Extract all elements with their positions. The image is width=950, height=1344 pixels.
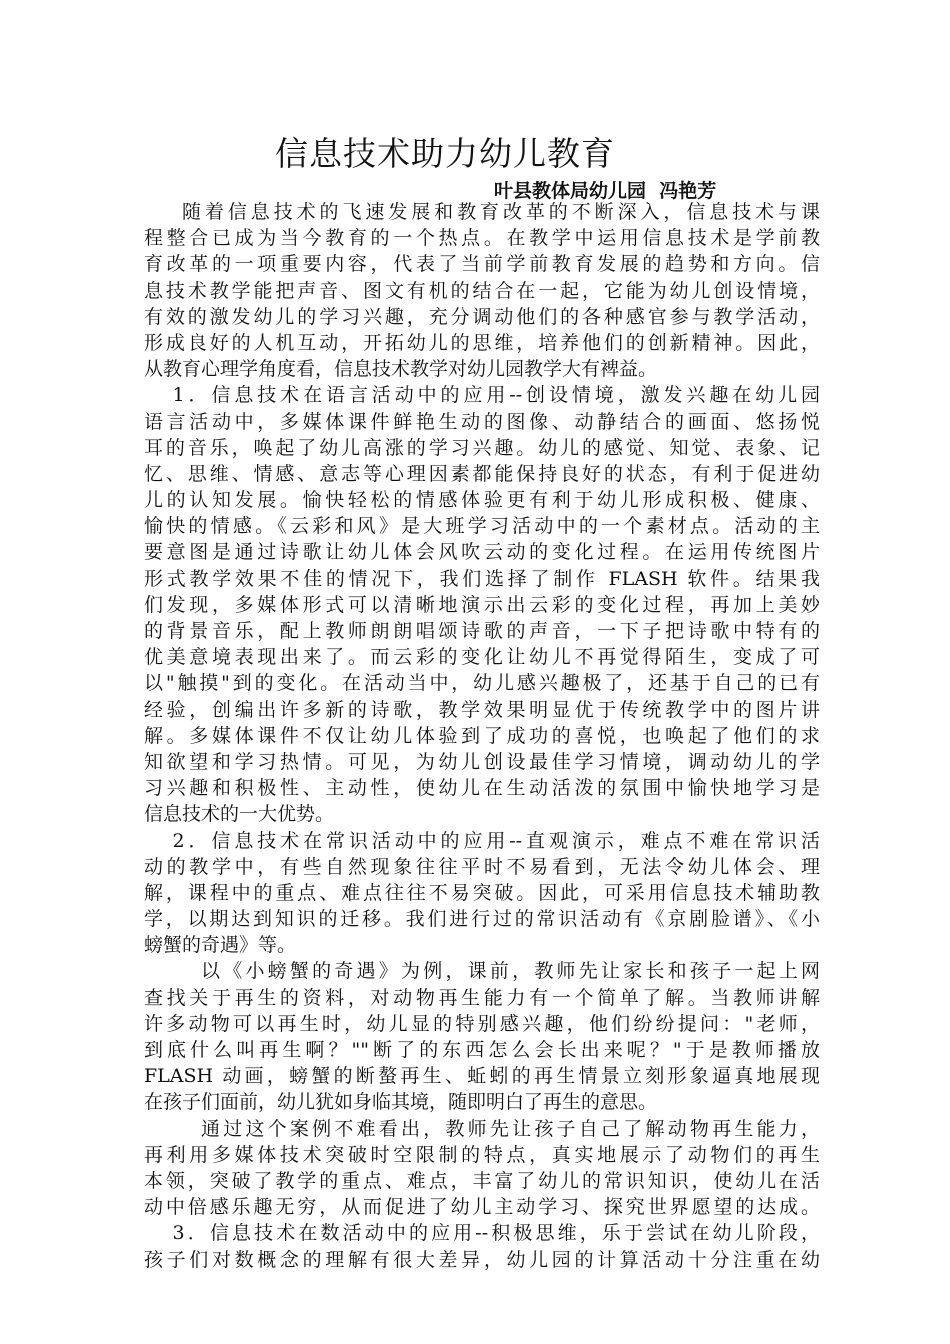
text-line: 从教育心理学角度看，信息技术教学对幼儿园教学大有裨益。: [144, 358, 658, 381]
text-line: 有效的激发幼儿的学习兴趣，充分调动他们的各种感官参与教学活动，: [144, 305, 820, 328]
text-line: 再利用多媒体技术突破时空限制的特点，真实地展示了动物们的再生: [144, 1143, 820, 1166]
text-line: 习兴趣和积极性、主动性，使幼儿在生动活泼的氛围中愉快地学习是: [144, 777, 820, 800]
text-line: 本领，突破了教学的重点、难点，丰富了幼儿的常识知识，使幼儿在活: [144, 1169, 820, 1192]
text-line: 知欲望和学习热情。可见，为幼儿创设最佳学习情境，调动幼儿的学: [144, 750, 820, 773]
text-line: 以《小螃蟹的奇遇》为例，课前，教师先让家长和孩子一起上网: [201, 960, 820, 983]
document-body: [144, 199, 820, 1273]
text-line: 们发现，多媒体形式可以清晰地演示出云彩的变化过程，再加上美妙: [144, 593, 820, 616]
text-line: 息技术教学能把声音、图文有机的结合在一起，它能为幼儿创设情境，: [144, 279, 820, 302]
text-line: 育改革的一项重要内容，代表了当前学前教育发展的趋势和方向。信: [144, 253, 820, 276]
text-line: FLASH 动画，螃蟹的断螯再生、蚯蚓的再生情景立刻形象逼真地展现: [144, 1065, 820, 1088]
text-line: 螃蟹的奇遇》等。: [144, 934, 297, 957]
text-line: 经验，创编出许多新的诗歌，教学效果明显优于传统教学中的图片讲: [144, 698, 820, 721]
text-line: 优美意境表现出来了。而云彩的变化让幼儿不再觉得陌生，变成了可: [144, 646, 820, 669]
text-line: 许多动物可以再生时，幼儿显的特别感兴趣，他们纷纷提问："老师，: [144, 1012, 820, 1035]
text-line: 3．信息技术在数活动中的应用--积极思维，乐于尝试在幼儿阶段，: [172, 1222, 820, 1245]
document-title: 信息技术助力幼儿教育: [275, 134, 615, 173]
text-line: 解，课程中的重点、难点往往不易突破。因此，可采用信息技术辅助教: [144, 881, 820, 904]
text-line: 通过这个案例不难看出，教师先让孩子自己了解动物再生能力，: [201, 1117, 820, 1140]
text-line: 2．信息技术在常识活动中的应用--直观演示，难点不难在常识活: [172, 829, 820, 852]
text-line: 耳的音乐，唤起了幼儿高涨的学习兴趣。幼儿的感觉、知觉、表象、记: [144, 436, 820, 459]
text-line: 解。多媒体课件不仅让幼儿体验到了成功的喜悦，也唤起了他们的求: [144, 724, 820, 747]
text-line: 到底什么叫再生啊？""断了的东西怎么会长出来呢？"于是教师播放: [144, 1039, 820, 1061]
text-line: 查找关于再生的资料，对动物再生能力有一个简单了解。当教师讲解: [144, 986, 820, 1009]
text-line: 在孩子们面前，幼儿犹如身临其境，随即明白了再生的意思。: [144, 1091, 658, 1114]
text-line: 学，以期达到知识的迁移。我们进行过的常识活动有《京剧脸谱》、《小: [144, 908, 820, 931]
text-line: 随着信息技术的飞速发展和教育改革的不断深入，信息技术与课: [182, 201, 820, 223]
text-line: 信息技术的一大优势。: [144, 803, 335, 826]
text-line: 儿的认知发展。愉快轻松的情感体验更有利于幼儿形成积极、健康、: [144, 489, 820, 512]
author-byline: 叶县教体局幼儿园 冯艳芳: [494, 180, 717, 202]
text-line: 的背景音乐，配上教师朗朗唱颂诗歌的声音，一下子把诗歌中特有的: [144, 620, 820, 642]
text-line: 孩子们对数概念的理解有很大差异，幼儿园的计算活动十分注重在幼: [144, 1248, 820, 1271]
text-line: 1．信息技术在语言活动中的应用--创设情境，激发兴趣在幼儿园: [172, 384, 820, 407]
text-line: 愉快的情感。《云彩和风》是大班学习活动中的一个素材点。活动的主: [144, 515, 820, 538]
text-line: 语言活动中，多媒体课件鲜艳生动的图像、动静结合的画面、悠扬悦: [144, 410, 820, 433]
text-line: 要意图是通过诗歌让幼儿体会风吹云动的变化过程。在运用传统图片: [144, 541, 820, 564]
text-line: 程整合已成为当今教育的一个热点。在教学中运用信息技术是学前教: [144, 227, 820, 250]
text-line: 忆、思维、情感、意志等心理因素都能保持良好的状态，有利于促进幼: [144, 462, 820, 485]
text-line: 动的教学中，有些自然现象往往平时不易看到，无法令幼儿体会、理: [144, 855, 820, 878]
text-line: 动中倍感乐趣无穷，从而促进了幼儿主动学习、探究世界愿望的达成。: [144, 1196, 820, 1219]
text-line: 形成良好的人机互动，开拓幼儿的思维，培养他们的创新精神。因此，: [144, 331, 820, 354]
text-line: 以"触摸"到的变化。在活动当中，幼儿感兴趣极了，还基于自己的已有: [144, 672, 820, 695]
text-line: 形式教学效果不佳的情况下，我们选择了制作 FLASH 软件。结果我: [144, 567, 820, 590]
